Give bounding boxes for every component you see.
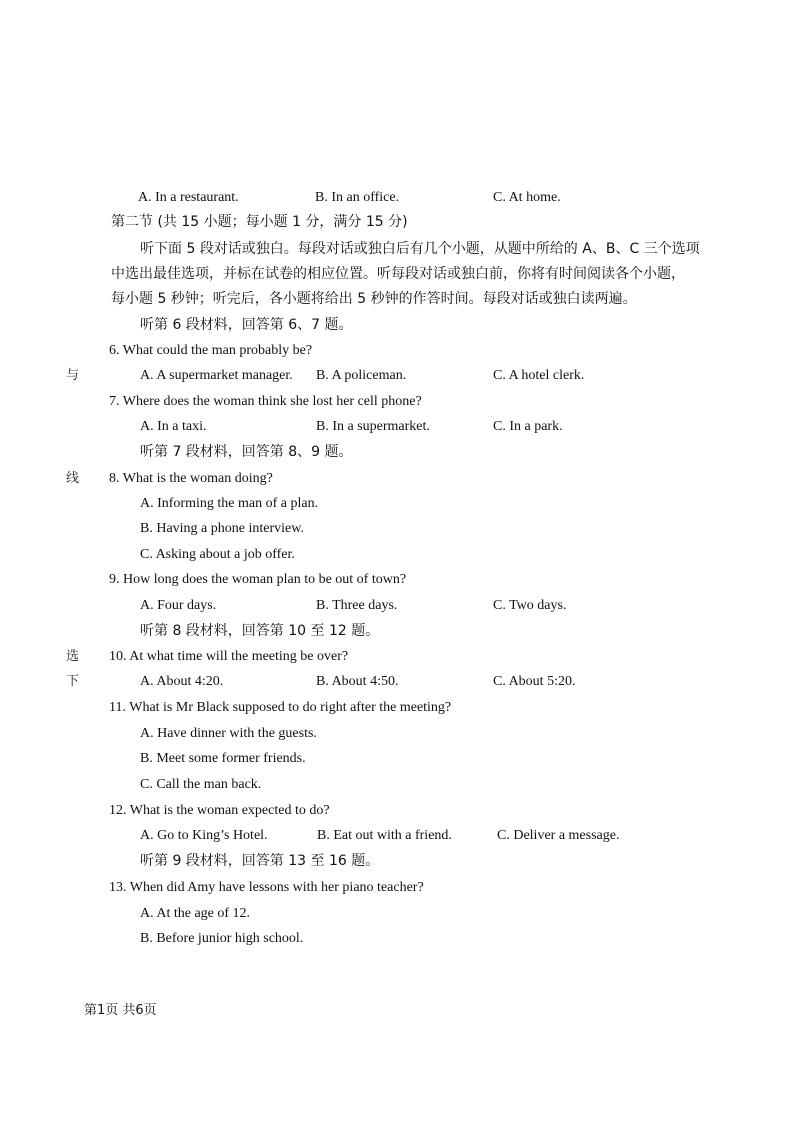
q5-option-b: B. In an office. [315, 190, 400, 205]
material-6-heading: 听第 6 段材料，回答第 6、7 题。 [140, 317, 353, 333]
question-6: 6. What could the man probably be? [109, 343, 313, 358]
q7-option-b: B. In a supermarket. [316, 419, 430, 434]
q7-option-a: A. In a taxi. [140, 419, 207, 434]
q6-option-a: A. A supermarket manager. [140, 368, 293, 383]
q7-option-c: C. In a park. [493, 419, 563, 434]
q5-option-c: C. At home. [493, 190, 561, 205]
q9-option-a: A. Four days. [140, 598, 217, 613]
q13-option-a: A. At the age of 12. [140, 906, 251, 921]
q11-option-c: C. Call the man back. [140, 777, 262, 792]
question-13: 13. When did Amy have lessons with her piano teacher? [109, 880, 424, 895]
q11-option-b: B. Meet some former friends. [140, 751, 306, 766]
section2-instruction-1: 听下面 5 段对话或独白。每段对话或独白后有几个小题，从题中所给的 A、B、C 三个选项 [140, 241, 700, 257]
q13-option-b: B. Before junior high school. [140, 931, 304, 946]
q12-option-a: A. Go to King’s Hotel. [140, 828, 268, 843]
q12-option-b: B. Eat out with a friend. [317, 828, 452, 843]
q8-option-b: B. Having a phone interview. [140, 521, 304, 536]
margin-mark-1: 与 [66, 368, 80, 383]
question-8: 8. What is the woman doing? [109, 471, 273, 486]
margin-mark-2: 线 [66, 471, 80, 486]
section2-instruction-3: 每小题 5 秒钟；听完后，各小题将给出 5 秒钟的作答时间。每段对话或独白读两遍。 [111, 291, 637, 307]
page-footer: 第1页 共6页 [84, 1003, 157, 1018]
q9-option-b: B. Three days. [316, 598, 398, 613]
question-7: 7. Where does the woman think she lost her cell phone? [109, 394, 422, 409]
q6-option-b: B. A policeman. [316, 368, 407, 383]
material-9-heading: 听第 9 段材料，回答第 13 至 16 题。 [140, 853, 380, 869]
q6-option-c: C. A hotel clerk. [493, 368, 585, 383]
q5-option-a: A. In a restaurant. [138, 190, 239, 205]
question-12: 12. What is the woman expected to do? [109, 803, 330, 818]
material-8-heading: 听第 8 段材料，回答第 10 至 12 题。 [140, 623, 380, 639]
question-11: 11. What is Mr Black supposed to do right after the meeting? [109, 700, 452, 715]
q9-option-c: C. Two days. [493, 598, 567, 613]
section2-instruction-2: 中选出最佳选项，并标在试卷的相应位置。听每段对话或独白前，你将有时间阅读各个小题， [111, 266, 685, 282]
question-9: 9. How long does the woman plan to be out of town? [109, 572, 407, 587]
q12-option-c: C. Deliver a message. [497, 828, 620, 843]
q10-option-a: A. About 4:20. [140, 674, 224, 689]
q8-option-a: A. Informing the man of a plan. [140, 496, 319, 511]
margin-mark-3: 选 [66, 649, 80, 664]
q8-option-c: C. Asking about a job offer. [140, 547, 295, 562]
question-10: 10. At what time will the meeting be over? [109, 649, 349, 664]
section2-title: 第二节 (共 15 小题；每小题 1 分，满分 15 分) [111, 214, 408, 230]
material-7-heading: 听第 7 段材料，回答第 8、9 题。 [140, 444, 353, 460]
q10-option-b: B. About 4:50. [316, 674, 399, 689]
q10-option-c: C. About 5:20. [493, 674, 576, 689]
q11-option-a: A. Have dinner with the guests. [140, 726, 317, 741]
margin-mark-4: 下 [66, 674, 80, 689]
